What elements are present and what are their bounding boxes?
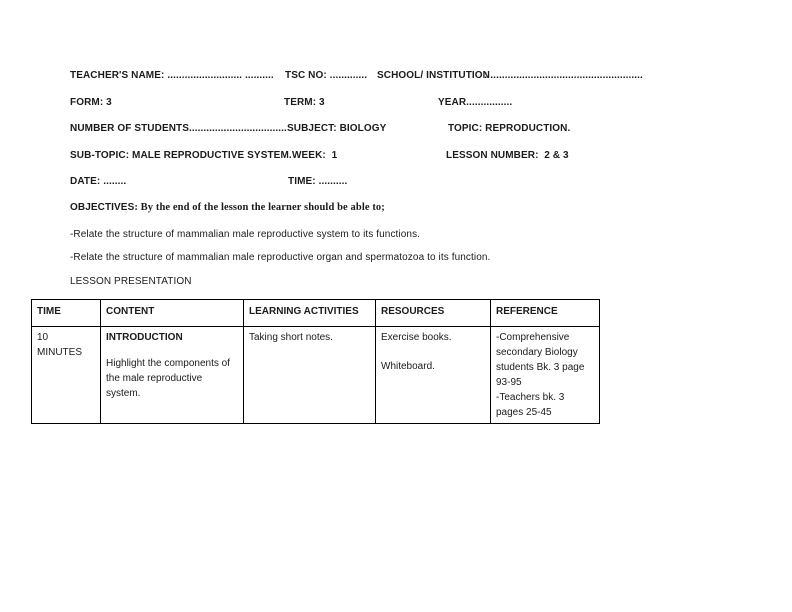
objectives-heading: [70, 202, 385, 213]
date-field: DATE: ........: [70, 176, 127, 187]
topic-field: TOPIC: REPRODUCTION.: [448, 123, 571, 134]
school-institution-label: SCHOOL/ INSTITUTION: [377, 70, 491, 81]
table-row: [32, 327, 600, 424]
content-title: INTRODUCTION: [106, 332, 183, 343]
time-value: 10 MINUTES: [37, 332, 82, 358]
table-header-row: [32, 300, 600, 327]
lesson-number-field: LESSON NUMBER: 2 & 3: [446, 150, 569, 161]
objectives-label: OBJECTIVES: [70, 202, 135, 213]
term-field: TERM: 3: [284, 97, 325, 108]
resources-cell: [376, 327, 491, 424]
form-level-field: FORM: 3: [70, 97, 112, 108]
week-field: WEEK: 1: [292, 150, 338, 161]
activities-text: Taking short notes.: [249, 332, 333, 343]
time-field: TIME: ..........: [288, 176, 348, 187]
number-of-students-field: NUMBER OF STUDENTS..................................: [70, 123, 287, 134]
time-cell: [32, 327, 101, 424]
sub-topic-field: SUB-TOPIC: MALE REPRODUCTIVE SYSTEM.: [70, 150, 292, 161]
lesson-presentation-label: LESSON PRESENTATION: [70, 276, 192, 287]
lesson-presentation-table: [31, 299, 600, 424]
reference-cell: [491, 327, 600, 424]
column-header-resources: RESOURCES: [376, 300, 491, 327]
column-header-time: TIME: [32, 300, 101, 327]
content-cell: [101, 327, 244, 424]
activities-cell: [244, 327, 376, 424]
column-header-reference: REFERENCE: [491, 300, 600, 327]
reference-item-2: -Teachers bk. 3 pages 25-45: [496, 392, 565, 418]
content-body: Highlight the components of the male reproductive system.: [106, 358, 230, 399]
teacher-name-field: TEACHER'S NAME: .......................... ..........: [70, 70, 274, 81]
objective-item-2: -Relate the structure of mammalian male reproductive organ and spermatozoa to its function.: [70, 252, 491, 263]
resource-item-2: Whiteboard.: [381, 361, 435, 372]
subject-field: SUBJECT: BIOLOGY: [287, 123, 387, 134]
reference-item-1: -Comprehensive secondary Biology students Bk. 3 page 93-95: [496, 332, 585, 388]
resource-item-1: Exercise books.: [381, 332, 452, 343]
objective-item-1: -Relate the structure of mammalian male reproductive system to its functions.: [70, 229, 421, 240]
school-institution-field: : .....................................................: [484, 70, 643, 81]
tsc-no-field: TSC NO: .............: [285, 70, 368, 81]
year-field: YEAR................: [438, 97, 513, 108]
objectives-intro: : By the end of the lesson the learner should be able to;: [134, 202, 385, 213]
column-header-content: CONTENT: [101, 300, 244, 327]
column-header-activities: LEARNING ACTIVITIES: [244, 300, 376, 327]
